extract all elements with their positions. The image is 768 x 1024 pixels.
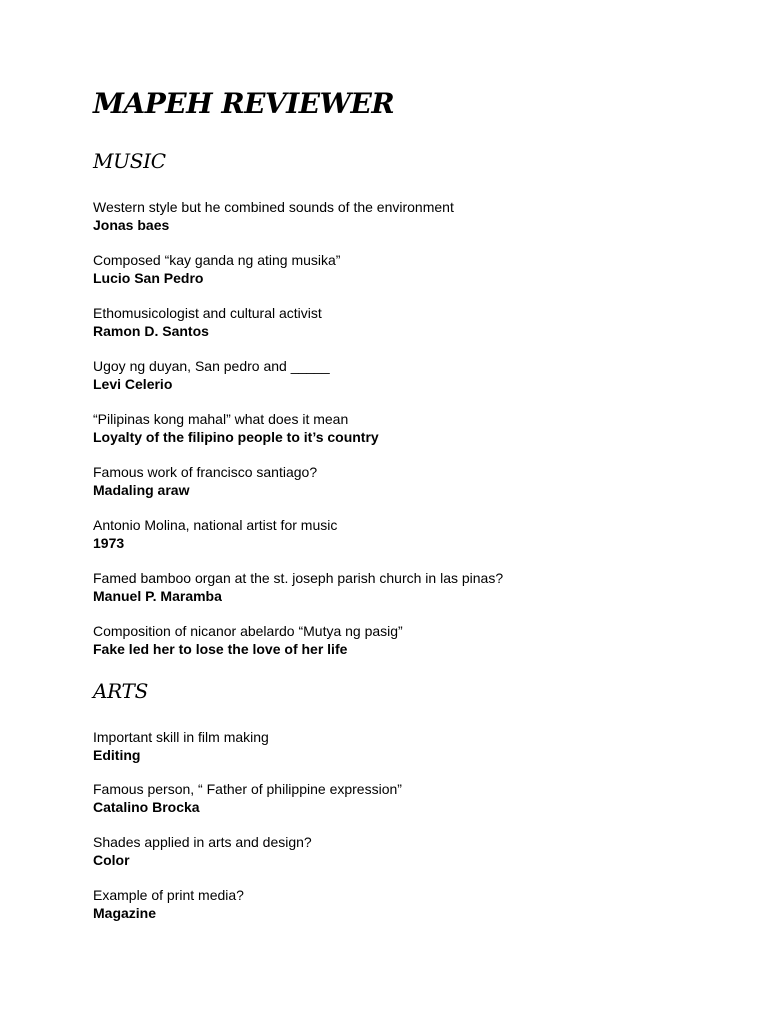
question-text: Composition of nicanor abelardo “Mutya ng pasig” (93, 623, 403, 639)
answer-text: Jonas baes (93, 217, 170, 233)
qa-item (93, 357, 733, 393)
document-title: MAPEH REVIEWER (93, 87, 395, 120)
qa-item (93, 304, 733, 340)
answer-text: Levi Celerio (93, 376, 173, 392)
qa-item (93, 569, 733, 605)
answer-text: Magazine (93, 905, 157, 921)
question-text: Famed bamboo organ at the st. joseph parish church in las pinas? (93, 570, 504, 586)
qa-item (93, 463, 733, 499)
qa-item (93, 251, 733, 287)
answer-text: Lucio San Pedro (93, 270, 204, 286)
question-text: Example of print media? (93, 887, 244, 903)
qa-item (93, 198, 733, 234)
question-text: Ugoy ng duyan, San pedro and _____ (93, 358, 330, 374)
answer-text: Catalino Brocka (93, 799, 200, 815)
qa-item (93, 622, 733, 658)
answer-text: Madaling araw (93, 482, 190, 498)
section-heading-arts: ARTS (93, 679, 148, 703)
answer-text: Ramon D. Santos (93, 323, 209, 339)
answer-text: Loyalty of the filipino people to it’s country (93, 429, 379, 445)
qa-item (93, 886, 733, 922)
answer-text: Fake led her to lose the love of her life (93, 641, 348, 657)
question-text: Shades applied in arts and design? (93, 834, 312, 850)
question-text: Ethomusicologist and cultural activist (93, 305, 322, 321)
qa-item (93, 410, 733, 446)
question-text: Antonio Molina, national artist for music (93, 517, 338, 533)
question-text: Western style but he combined sounds of the environment (93, 199, 454, 215)
question-text: “Pilipinas kong mahal” what does it mean (93, 411, 349, 427)
question-text: Composed “kay ganda ng ating musika” (93, 252, 341, 268)
qa-item (93, 833, 733, 869)
answer-text: 1973 (93, 535, 125, 551)
answer-text: Editing (93, 747, 141, 763)
qa-item (93, 728, 733, 764)
answer-text: Manuel P. Maramba (93, 588, 222, 604)
question-text: Important skill in film making (93, 729, 269, 745)
section-heading-music: MUSIC (93, 149, 166, 173)
question-text: Famous person, “ Father of philippine expression” (93, 781, 402, 797)
question-text: Famous work of francisco santiago? (93, 464, 318, 480)
qa-item (93, 516, 733, 552)
qa-item (93, 780, 733, 816)
answer-text: Color (93, 852, 130, 868)
